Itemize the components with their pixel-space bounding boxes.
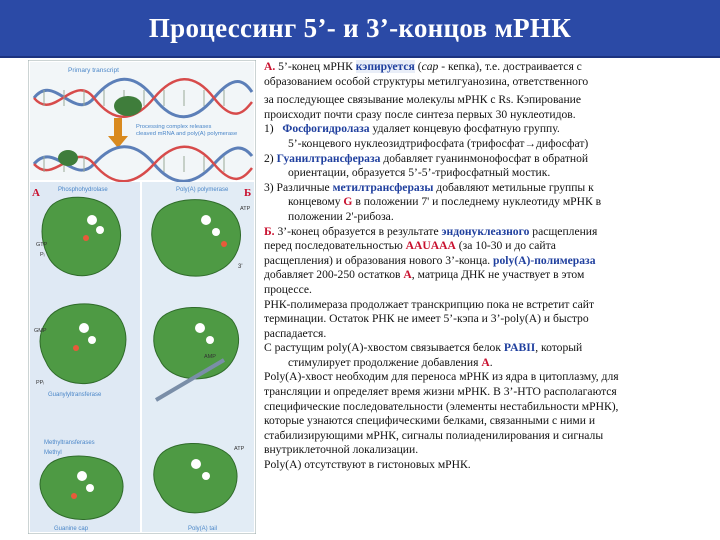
polya-polymerase-label: Poly(A) polymerase: [176, 187, 229, 193]
slide-title: Процессинг 5’- и 3’-концов мРНК: [148, 12, 572, 43]
line-24: специфические последовательности (элементы нестабильности мРНК),: [264, 399, 619, 413]
processing-label-2: cleaved mRNA and poly(A) polymerase: [136, 131, 238, 137]
line-12: Б. 3’-конец образуется в результате эндонуклеазного расщепления: [264, 224, 598, 238]
processing-label: Processing complex releases: [136, 124, 212, 130]
line-23: трансляции и определяет время жизни мРНК. В 3’-НТО располагаются: [264, 385, 617, 399]
methyltransferases-label: Methyltransferases: [44, 440, 95, 446]
title-bar: [0, 0, 720, 58]
enzyme-step1: [42, 197, 121, 275]
guanine-cap-label: Guanine cap: [54, 526, 89, 532]
line-3: за последующее связывание молекулы мРНК с Rs. Кэпирование: [264, 93, 581, 107]
primary-transcript-label: Primary transcript: [68, 67, 119, 74]
line-15: добавляет 200-250 остатков А, матрица ДНК не участвует в этом: [264, 268, 585, 282]
primary-transcript-panel: [30, 62, 254, 181]
atp-label-2: ATP: [234, 446, 245, 452]
methyl-label: Methyl: [44, 450, 62, 456]
letter-b: Б: [244, 187, 252, 199]
capping-column: [30, 182, 140, 532]
line-9: 3) Различные метилтрансферазы добавляют метильные группы к: [264, 180, 594, 194]
gmp-label: GMP: [34, 328, 47, 334]
atp-label-1: ATP: [240, 206, 251, 212]
line-16: процессе.: [264, 282, 312, 296]
line-13: перед последовательностью AAUAAA (за 10-30 и до сайта: [264, 239, 556, 253]
ppi-label: PPᵢ: [36, 380, 45, 386]
letter-a: А: [32, 187, 40, 199]
line-8: ориентации, образуется 5’-5’-трифосфатный мостик.: [288, 166, 551, 180]
line-27: внутриклеточной локализации.: [264, 443, 419, 457]
enzyme-polya-1: [152, 200, 241, 276]
guanylyltransferase-label: Guanylyltransferase: [48, 392, 102, 398]
enzyme-polya-3: [154, 443, 237, 512]
polyadenylation-column: [142, 182, 254, 532]
line-28: Poly(A) отсутствуют в гистоновых мРНК.: [264, 458, 471, 472]
polymerase-top: [114, 96, 142, 116]
line-26: стабилизирующими мРНК, сигналы полиаденилирования и сигналы: [264, 428, 604, 442]
line-6: 5’-концевого нуклеозидтрифосфата (трифосфат→дифосфат): [288, 136, 589, 150]
explanation-text: [264, 60, 710, 473]
polymerase-bottom: [58, 150, 78, 166]
enzyme-polya-2: [154, 307, 239, 378]
line-2: образованием особой структуры метилгуанозина, ответственного: [264, 74, 589, 88]
line-17: РНК-полимераза продолжает транскрипцию пока не встретит сайт: [264, 297, 595, 311]
pi-label: Pᵢ: [40, 252, 45, 258]
line-1: А. 5’-конец мРНК кэпируется (cap - кепка), т.е. достраивается с: [264, 60, 582, 73]
line-20: С растущим poly(A)-хвостом связывается белок PABII, который: [264, 341, 583, 355]
line-5: 1) Фосфогидролаза удаляет концевую фосфатную группу.: [264, 122, 560, 136]
line-7: 2) Гуанилтрансфераза добавляет гуанинмонофосфат в обратной: [264, 151, 589, 165]
line-18: терминации. Остаток РНК не имеет 5’-кэпа и 3’-poly(A) и быстро: [264, 312, 589, 326]
line-10: концевому G в положении 7' и последнему нуклеотиду мРНК в: [288, 195, 602, 209]
line-25: которые узнаются специфическими белками, связанными с ними и: [264, 414, 596, 428]
mrna-processing-figure: [28, 60, 256, 534]
phosphohydrolase-label: Phosphohydrolase: [58, 187, 108, 193]
line-11: положении 2'-рибоза.: [288, 209, 394, 223]
enzyme-step2: [40, 304, 126, 384]
line-19: распадается.: [264, 326, 327, 340]
line-21: стимулирует продолжение добавления А.: [288, 355, 493, 369]
enzyme-step3: [40, 456, 123, 520]
polya-tail-label: Poly(A) tail: [188, 526, 218, 532]
prime3-label-1: 3': [238, 264, 243, 270]
amp-label: AMP: [204, 354, 216, 360]
line-22: Poly(A)-хвост необходим для переноса мРНК из ядра в цитоплазму, для: [264, 370, 619, 384]
line-4: происходит почти сразу после синтеза первых 30 нуклеотидов.: [264, 107, 576, 121]
line-14: расщепления) и образования нового 3’-конца. poly(A)-полимераза: [264, 253, 596, 267]
gtp-label: GTP: [36, 242, 48, 248]
